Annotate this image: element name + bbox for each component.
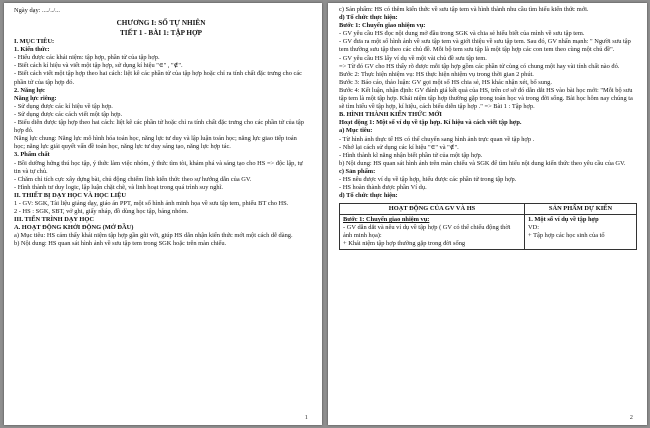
table-header-product: SẢN PHẨM DỰ KIẾN <box>525 204 637 215</box>
text-line: 1 - GV: SGK, Tài liệu giảng dạy, giáo án PPT, một số hình ảnh minh họa về sưu tập tem, phiếu BT cho HS. <box>14 199 289 207</box>
text-line: - Chăm chỉ tích cực xây dựng bài, chủ động chiếm lĩnh kiến thức theo sự hướng dẫn của GV. <box>14 175 252 183</box>
text-line: => Từ đó GV cho HS thấy rõ được mỗi tập hợp gồm các phần tử cùng có chung một hay vài tính chất nào đó. <box>339 62 620 70</box>
page-2-body <box>339 6 637 200</box>
text-line: - Biểu diễn được tập hợp theo hai cách: liệt kê các phần tử hoặc chỉ ra tính chất đặc trưng cho các phần tử của tập hợp đó. <box>14 119 304 135</box>
text-line: III. TIẾN TRÌNH DẠY HỌC <box>14 216 94 224</box>
lesson-title: TIẾT 1 - BÀI 1: TẬP HỢP <box>119 29 202 38</box>
page-1-body <box>14 38 308 248</box>
text-line: Năng lực chung: Năng lực mô hình hóa toán học, năng lực tư duy và lập luận toán học; năng lực giao tiếp toán học; năng lực giải quyết vấn đề toán học, năng lực tư duy sáng tạo, năng lực hợp tác. <box>14 135 297 151</box>
text-line: - HS nêu được ví dụ về tập hợp, hiểu được các phần tử trong tập hợp. <box>339 175 517 183</box>
text-line: - Sử dụng được các kí hiệu về tập hợp. <box>14 102 113 110</box>
text-line: A. HOẠT ĐỘNG KHỞI ĐỘNG (MỞ ĐẦU) <box>14 224 134 232</box>
text-line: B. HÌNH THÀNH KIẾN THỨC MỚI <box>339 111 442 119</box>
text-line: c) Sản phẩm: HS có thêm kiến thức về sưu tập tem và hình thành nhu cầu tìm hiểu kiến thức mới. <box>339 6 589 13</box>
text-line: Bước 1: Chuyển giao nhiệm vụ: <box>339 22 426 30</box>
text-line: Hoạt động 1: Một số ví dụ về tập hợp. Kí hiệu và cách viết tập hợp. <box>339 119 522 127</box>
page-number: 2 <box>629 414 633 421</box>
text-line: - Biết cách viết một tập hợp theo hai cách: liệt kê các phần tử của tập hợp hoặc chỉ ra tính chất đặc trưng cho các phần tử của tập hợp đó. <box>14 70 303 86</box>
text-line: - GV yêu cầu HS đọc nội dung mở đầu trong SGK và chia sẻ hiểu biết của mình về sưu tập tem. <box>339 30 585 38</box>
table-cell-line: + Khái niệm tập hợp thường gặp trong đời sống <box>343 240 466 248</box>
table-cell-line: - GV dẫn dắt và nêu ví dụ về tập hợp ( GV có thể chiếu động thời ảnh minh họa): <box>343 224 511 240</box>
table-cell-line: VD: <box>528 224 540 232</box>
text-line: - Nhớ lại cách sử dụng các kí hiệu "∈" và "∉". <box>339 143 459 151</box>
text-line: 2 - HS : SGK, SBT, vở ghi, giấy nháp, đồ dùng học tập, bảng nhóm. <box>14 208 189 216</box>
text-line: - Từ hình ảnh thực tế HS có thể chuyển sang hình ảnh trực quan về tập hợp . <box>339 135 535 143</box>
table-cell-product <box>525 215 637 250</box>
text-line: b) Nội dung: HS quan sát hình ảnh trên màn chiếu và SGK để tìm hiểu nội dung kiến thức theo yêu cầu của GV. <box>339 159 626 167</box>
text-line: - HS hoàn thành được phần Ví dụ. <box>339 184 427 192</box>
chapter-title: CHƯƠNG I: SỐ TỰ NHIÊN <box>116 19 206 28</box>
text-line: - Hình thành kĩ năng nhận biết phần tử của một tập hợp. <box>339 151 483 159</box>
text-line: Năng lực riêng: <box>14 94 57 102</box>
text-line: Bước 2: Thực hiện nhiệm vụ: HS thực hiện nhiệm vụ trong thời gian 2 phút. <box>339 70 534 78</box>
table-cell-line: Bước 1: Chuyển giao nhiệm vụ: <box>343 216 430 224</box>
text-line: d) Tổ chức thực hiện: <box>339 14 398 22</box>
text-line: - Hình thành tư duy logic, lập luận chặt chẽ, và linh hoạt trong quá trình suy nghĩ. <box>14 183 223 191</box>
text-line: I. MỤC TIÊU: <box>14 38 55 46</box>
text-line: a) Mục tiêu: <box>339 127 373 135</box>
text-line: 1. Kiến thức: <box>14 46 50 54</box>
text-line: a) Mục tiêu: HS cảm thấy khái niệm tập hợp gần gũi với, giúp HS dẫn nhận kiến thức mới một cách dễ dàng. <box>14 232 293 240</box>
table-cell-activity <box>340 215 525 250</box>
text-line: 2. Năng lực <box>14 86 45 94</box>
text-line: d) Tổ chức thực hiện: <box>339 192 398 200</box>
text-line: - Sử dụng được các cách viết một tập hợp. <box>14 110 123 118</box>
page-number: 1 <box>304 414 308 421</box>
text-line: - Biết cách kí hiệu và viết một tập hợp, sử dụng kí hiệu "∈" , "∉". <box>14 62 183 70</box>
text-line: - Hiểu được các khái niệm: tập hợp, phần tử của tập hợp. <box>14 54 160 62</box>
document-page-1 <box>4 3 322 425</box>
table-cell-line: + Tập hợp các học sinh của tổ <box>528 232 605 240</box>
table-cell-line: 1. Một số ví dụ về tập hợp <box>528 216 599 224</box>
text-line: 3. Phẩm chất <box>14 151 50 159</box>
text-line: II. THIẾT BỊ DẠY HỌC VÀ HỌC LIỆU <box>14 191 126 199</box>
table-header-activity: HOẠT ĐỘNG CỦA GV VÀ HS <box>340 204 525 215</box>
text-line: Bước 3: Báo cáo, thảo luận: GV gọi một số HS chia sẻ, HS khác nhận xét, bổ sung. <box>339 78 552 86</box>
document-page-2 <box>328 3 647 425</box>
activity-table <box>339 203 637 250</box>
date-line: Ngày dạy: ..../../... <box>14 7 60 14</box>
text-line: c) Sản phẩm: <box>339 167 376 175</box>
text-line: Bước 4: Kết luận, nhận định: GV đánh giá kết quả của HS, trên cơ sở đó dẫn dắt HS vào bài học mới: "Mỗi bộ sưu tập tem là một tập hợp. Khái niệm tập hợp thường gặp trong toán học và trong đời sống. Bài học hôm nay chúng ta sẽ tìm hiểu về tập hợp, kí hiệu, cách biểu diễn tập hợp ." => Bài 1 : Tập hợp. <box>339 86 633 111</box>
text-line: b) Nội dung: HS quan sát hình ảnh về sưu tập tem trong SGK hoặc trên màn chiếu. <box>14 240 227 248</box>
text-line: - GV yêu cầu HS lấy ví dụ về một vài chủ đề sưu tập tem. <box>339 54 487 62</box>
text-line: - Bồi dưỡng hứng thú học tập, ý thức làm việc nhóm, ý thức tìm tòi, khám phá và sáng tạo cho HS => độc lập, tự tin và tự chủ. <box>14 159 303 175</box>
text-line: - GV đưa ra một số hình ảnh về sưu tập tem và giới thiệu về sưu tập tem. Sau đó, GV nhấn mạnh: " Người sưu tập tem thường sưu tập theo các chủ đề. Mỗi bộ tem sưu tập là một tập hợp các con tem theo cùng một chủ đề". <box>339 38 631 54</box>
